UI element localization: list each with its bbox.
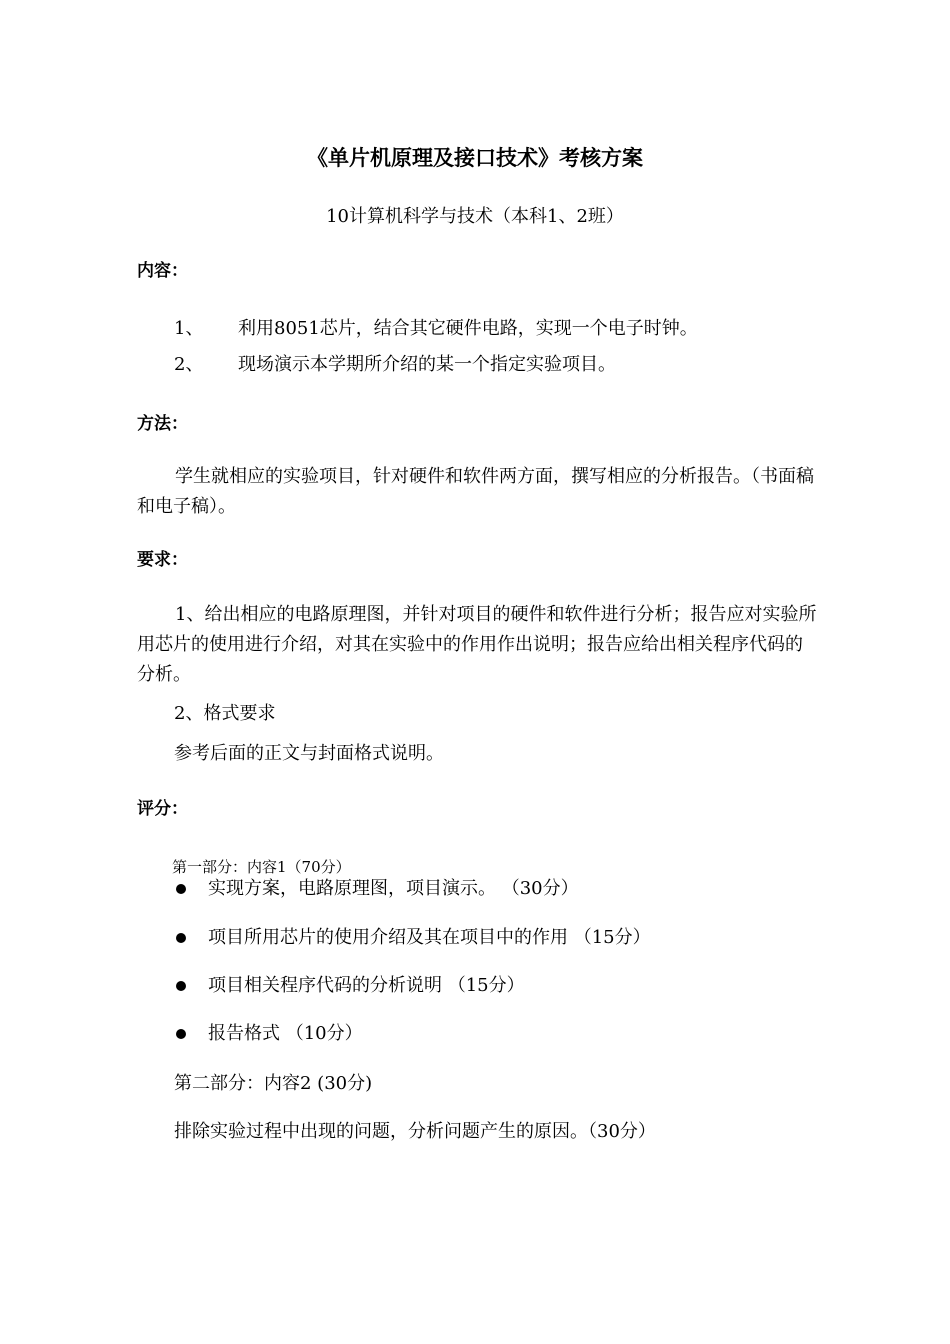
requirement-item-1: 1、给出相应的电路原理图，并针对项目的硬件和软件进行分析；报告应对实验所用芯片的使用进行介绍，对其在实验中的作用作出说明；报告应给出相关程序代码的分析。	[137, 604, 817, 685]
document-subtitle: 10计算机科学与技术（本科1、2班）	[326, 206, 624, 227]
bullet-icon	[176, 933, 186, 943]
scoring-bullet-3: 项目相关程序代码的分析说明 （15分）	[208, 975, 525, 996]
scoring-bullet-1: 实现方案，电路原理图，项目演示。 （30分）	[208, 878, 579, 899]
content-item-1-text: 利用8051芯片，结合其它硬件电路，实现一个电子时钟。	[238, 318, 698, 339]
scoring-part-2-label: 第二部分：内容2 (30分)	[174, 1073, 373, 1094]
bullet-icon	[176, 884, 186, 894]
bullet-icon	[176, 1029, 186, 1039]
scoring-part-1-label: 第一部分：内容1（70分）	[172, 858, 351, 876]
bullet-icon	[176, 981, 186, 991]
method-paragraph: 学生就相应的实验项目，针对硬件和软件两方面，撰写相应的分析报告。（书面稿和电子稿）。	[137, 466, 814, 517]
content-item-2-text: 现场演示本学期所介绍的某一个指定实验项目。	[238, 354, 616, 375]
section-heading-requirements: 要求：	[137, 550, 188, 570]
section-heading-content: 内容：	[137, 261, 188, 281]
content-item-2-number: 2、	[174, 354, 204, 375]
document-title: 《单片机原理及接口技术》考核方案	[307, 146, 643, 170]
requirement-item-3: 参考后面的正文与封面格式说明。	[174, 743, 444, 764]
content-item-1-number: 1、	[174, 318, 204, 339]
requirement-item-2: 2、格式要求	[174, 703, 276, 724]
section-heading-scoring: 评分：	[137, 799, 188, 819]
scoring-part-2-text: 排除实验过程中出现的问题，分析问题产生的原因。（30分）	[174, 1121, 656, 1142]
scoring-bullet-2: 项目所用芯片的使用介绍及其在项目中的作用 （15分）	[208, 927, 651, 948]
section-heading-method: 方法：	[137, 414, 188, 434]
scoring-bullet-4: 报告格式 （10分）	[208, 1023, 363, 1044]
